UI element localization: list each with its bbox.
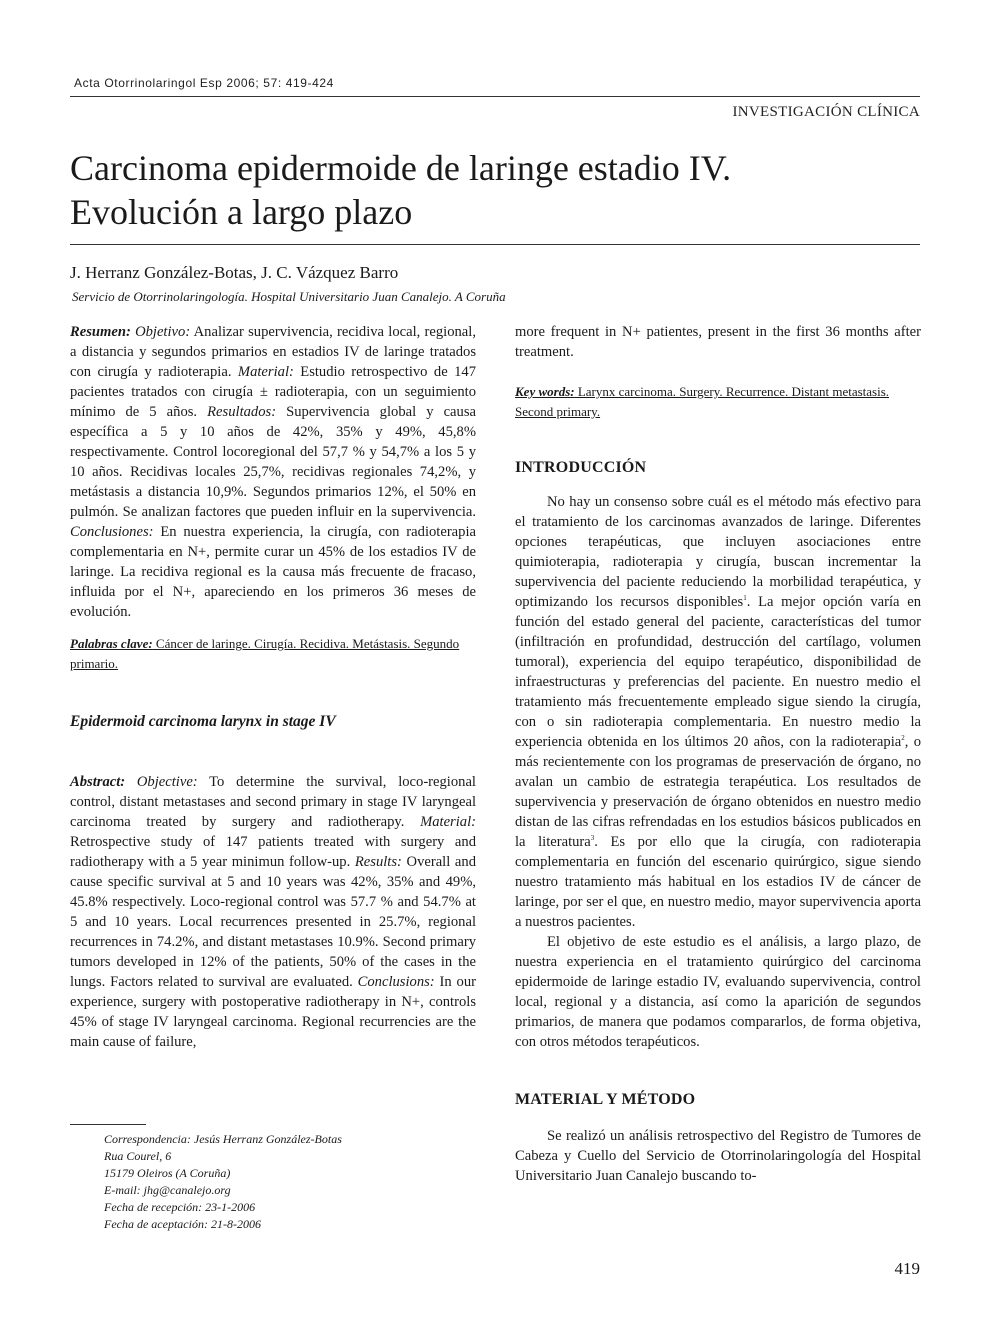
intro-text-d: . Es por ello que la cirugía, con radioterapia complementaria en función del escenario quirúrgico, sigue siendo nuestro tratamiento más habitual en los estadios IV de cáncer de laringe, por ser el que, en nuestro medio, mayor supervivencia aporta a nuestros pacientes. — [515, 834, 921, 930]
results-label: Results: — [354, 854, 402, 870]
footnote-line: Correspondencia: Jesús Herranz González-Botas — [104, 1132, 342, 1146]
correspondence-footnote — [104, 1131, 342, 1233]
title-rule — [70, 244, 920, 245]
intro-paragraph-1 — [515, 492, 921, 932]
conclusions-text: In our experience, surgery with postoperative radiotherapy in N+, controls 45% of stage IV laryngeal carcinoma. Regional recurrencies are the main cause of failure, — [70, 974, 476, 1050]
right-column — [515, 322, 921, 1186]
reference-1: 1 — [743, 594, 747, 603]
conclusions-label: Conclusions: — [357, 974, 435, 990]
key-words-text: Larynx carcinoma. Surgery. Recurrence. Distant metastasis. Second primary. — [515, 384, 890, 419]
footnote-line: Rua Courel, 6 — [104, 1149, 172, 1163]
resultados-label: Resultados: — [207, 404, 277, 420]
material-heading: MATERIAL Y MÉTODO — [515, 1091, 696, 1108]
article-title — [70, 146, 920, 234]
intro-text-b: . La mejor opción varía en función del estado general del paciente, características del tumor (infiltración en profundidad, destrucción del cartílago, volumen tumoral), experiencia del equipo terapéutico, disponibilidad de infraestructuras y preferencias del paciente. En nuestro medio el tratamiento más frecuentemente empleado sigue siendo la cirugía, con o sin radioterapia complementaria. En nuestro medio la experiencia obtenida en los últimos 20 años, con la radioterapia — [515, 594, 921, 750]
title-line-2: Evolución a largo plazo — [70, 192, 413, 232]
conclusiones-label: Conclusiones: — [70, 524, 154, 540]
key-words-label: Key words: — [515, 384, 575, 399]
authors: J. Herranz González-Botas, J. C. Vázquez Barro — [70, 263, 399, 282]
introduccion-heading: INTRODUCCIÓN — [515, 459, 647, 476]
material-label: Material: — [237, 364, 294, 380]
objective-text: To determine the survival, loco-regional control, distant metastases and second primary in stage IV laryngeal carcinoma treated by surgery and radiotherapy. — [70, 774, 476, 830]
english-title: Epidermoid carcinoma larynx in stage IV — [70, 713, 336, 730]
palabras-clave-label: Palabras clave: — [70, 636, 153, 651]
intro-text-a: No hay un consenso sobre cuál es el método más efectivo para el tratamiento de los carcinomas avanzados de laringe. Diferentes opciones terapéuticas, que incluyen asociaciones entre quimioterapia, radioterapia y cirugía, buscan incrementar la supervivencia del paciente reduciendo la morbilidad terapéutica, y optimizando los recursos disponibles — [515, 494, 921, 610]
objective-label: Objective: — [136, 774, 198, 790]
affiliation: Servicio de Otorrinolaringología. Hospital Universitario Juan Canalejo. A Coruña — [72, 289, 506, 304]
objetivo-label: Objetivo: — [135, 324, 191, 340]
abstract-paragraph — [70, 772, 476, 1052]
objetivo-text: Analizar supervivencia, recidiva local, regional, a distancia y segundos primarios en estadios IV de laringe tratados con cirugía y radioterapia. — [70, 324, 476, 380]
title-line-1: Carcinoma epidermoide de laringe estadio IV. — [70, 148, 732, 188]
conclusiones-text: En nuestra experiencia, la cirugía, con radioterapia complementaria en N+, permite curar un 45% de los estadios IV de laringe. La recidiva regional es la causa más frecuente de fracaso, influida por el N+, apareciendo en los primeros 36 meses de evolución. — [70, 524, 476, 620]
footnote-line: Fecha de aceptación: 21-8-2006 — [104, 1217, 261, 1231]
journal-citation: Acta Otorrinolaringol Esp 2006; 57: 419-424 — [74, 76, 334, 90]
palabras-clave — [70, 634, 476, 674]
footnote-line: Fecha de recepción: 23-1-2006 — [104, 1200, 256, 1214]
abstract-label: Abstract: — [70, 774, 126, 790]
header-rule — [70, 96, 920, 97]
section-label: INVESTIGACIÓN CLÍNICA — [732, 104, 920, 120]
palabras-clave-text: Cáncer de laringe. Cirugía. Recidiva. Metástasis. Segundo primario. — [70, 636, 460, 671]
results-text: Overall and cause specific survival at 5 and 10 years was 42%, 35% and 49%, 45.8% respectively. Loco-regional control was 57.7 % and 54.7% at 5 and 10 years. Local recurrences presented in 25.7%, regional recurrences in 74.2%, and distant metastases 10.9%. Second primary tumors developed in 12% of the patients, 50% of the cases in the lungs. Factors related to survival are evaluated. — [70, 854, 476, 990]
abstract-continuation: more frequent in N+ patientes, present in the first 36 months after treatment. — [515, 324, 921, 360]
reference-3: 3 — [590, 834, 595, 843]
material-paragraph-1: Se realizó un análisis retrospectivo del Registro de Tumores de Cabeza y Cuello del Servicio de Otorrinolaringología del Hospital Universitario Juan Canalejo buscando to- — [515, 1128, 921, 1184]
material-text: Estudio retrospectivo de 147 pacientes tratados con cirugía ± radioterapia, con un seguimiento mínimo de 5 años. — [70, 364, 476, 420]
left-column — [70, 322, 476, 1052]
page-number: 419 — [894, 1259, 920, 1278]
material-en-label: Material: — [420, 814, 476, 830]
resultados-text: Supervivencia global y causa específica a 5 y 10 años de 42%, 35% y 49%, 45,8% respectivamente. Control locoregional del 57,7 % y 54,7% a los 5 y 10 años. Recidivas locales 25,7%, recidivas regionales 74,2%, y metástasis a distancia 10,9%. Segundos primarios 12%, el 50% en pulmón. Se analizan factores que pueden influir en la supervivencia. — [70, 404, 476, 520]
intro-paragraph-2: El objetivo de este estudio es el análisis, a largo plazo, de nuestra experiencia en el tratamiento quirúrgico del carcinoma epidermoide de laringe estadio IV, evaluando supervivencia, control local, regional y a distancia, así como la aparición de segundos primarios, de manera que podamos compararlos, de forma objetiva, con otros métodos terapéuticos. — [515, 934, 921, 1050]
footnote-line: 15179 Oleiros (A Coruña) — [104, 1166, 231, 1180]
material-en-text: Retrospective study of 147 patients treated with surgery and radiotherapy with a 5 year minimun follow-up. — [70, 834, 476, 870]
footnote-rule — [70, 1124, 146, 1125]
footnote-email: E-mail: jhg@canalejo.org — [104, 1183, 231, 1197]
key-words — [515, 382, 921, 422]
intro-text-c: , o más recientemente con los programas de preservación de órgano, no avalan un cambio de estrategia terapéutica. Los resultados de supervivencia y preservación de órgano obtenidos en nuestro medio distan de las cifras refrendadas en los estudios básicos publicados en la literatura — [515, 734, 921, 850]
resumen-paragraph — [70, 322, 476, 622]
reference-2: 2 — [901, 734, 905, 743]
resumen-label: Resumen: — [70, 324, 131, 340]
